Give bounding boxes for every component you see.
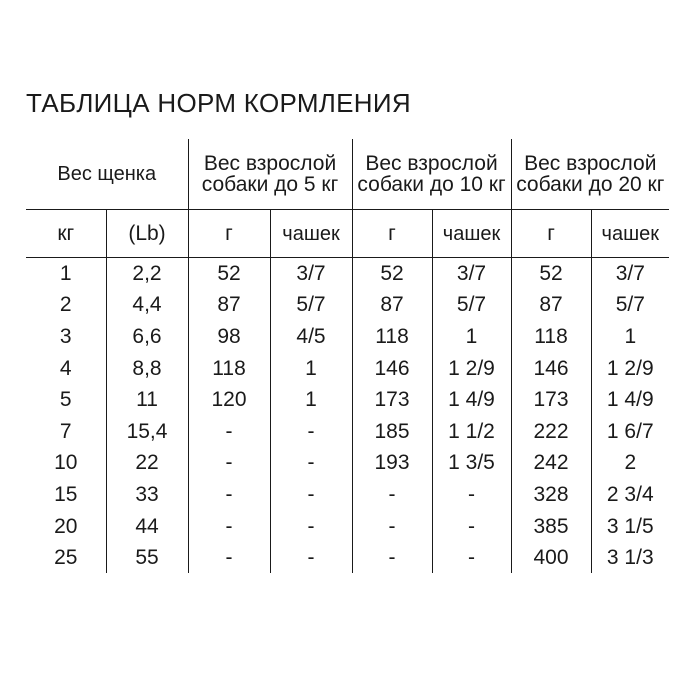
cell-grams-10kg: 173 (352, 384, 432, 416)
cell-grams-5kg: - (188, 479, 270, 511)
cell-grams-5kg: - (188, 542, 270, 574)
cell-puppy-lb: 44 (106, 510, 188, 542)
table-row (26, 510, 669, 542)
cell-grams-10kg: 193 (352, 447, 432, 479)
cell-cups-10kg: - (432, 479, 511, 511)
cell-grams-10kg: - (352, 542, 432, 574)
cell-puppy-kg: 2 (59, 293, 72, 317)
cell-grams-5kg: - (188, 415, 270, 447)
table-row (26, 542, 669, 574)
cell-cups-20kg: 5/7 (591, 289, 669, 321)
cell-puppy-lb: 22 (106, 447, 188, 479)
header-group-5kg (188, 139, 352, 210)
cell-cups-5kg: 1 (270, 352, 352, 384)
cell-cups-5kg: 4/5 (270, 321, 352, 353)
header-group-10kg (352, 139, 511, 210)
cell-grams-10kg: - (352, 479, 432, 511)
cell-cups-20kg: 1 4/9 (591, 384, 669, 416)
unit-kg: кг (26, 210, 106, 258)
feeding-table (26, 139, 669, 573)
cell-cups-20kg: 1 6/7 (591, 415, 669, 447)
cell-grams-5kg: 98 (188, 321, 270, 353)
cell-puppy-lb: 4,4 (106, 289, 188, 321)
cell-cups-10kg: 1 3/5 (432, 447, 511, 479)
table-row (26, 352, 669, 384)
cell-puppy-lb: 33 (106, 479, 188, 511)
cell-cups-5kg: - (270, 447, 352, 479)
cell-cups-10kg: 1 4/9 (432, 384, 511, 416)
cell-grams-10kg: 118 (352, 321, 432, 353)
table-row (26, 479, 669, 511)
cell-grams-5kg: 120 (188, 384, 270, 416)
cell-puppy-lb: 2,2 (106, 258, 188, 290)
table-row (26, 289, 669, 321)
cell-puppy-lb: 6,6 (106, 321, 188, 353)
cell-grams-10kg: 87 (352, 289, 432, 321)
cell-grams-20kg: 328 (511, 479, 591, 511)
cell-puppy-kg: 7 (59, 419, 72, 443)
cell-puppy-kg: 1 (59, 262, 72, 286)
unit-cups-10kg: чашек (432, 210, 511, 258)
cell-cups-10kg: 5/7 (432, 289, 511, 321)
cell-grams-10kg: 146 (352, 352, 432, 384)
cell-cups-5kg: 5/7 (270, 289, 352, 321)
cell-grams-20kg: 400 (511, 542, 591, 574)
header-group-10kg-line2: собаки до 10 кг (357, 173, 506, 196)
cell-grams-5kg: 52 (188, 258, 270, 290)
cell-cups-5kg: - (270, 479, 352, 511)
cell-grams-5kg: - (188, 510, 270, 542)
cell-grams-20kg: 173 (511, 384, 591, 416)
unit-cups-5kg: чашек (270, 210, 352, 258)
cell-cups-10kg: 1 2/9 (432, 352, 511, 384)
cell-grams-20kg: 222 (511, 415, 591, 447)
header-group-5kg-line1: Вес взрослой (203, 152, 337, 175)
cell-cups-5kg: 1 (270, 384, 352, 416)
header-group-20kg-line1: Вес взрослой (524, 152, 657, 175)
cell-grams-5kg: - (188, 447, 270, 479)
cell-cups-20kg: 1 2/9 (591, 352, 669, 384)
cell-grams-20kg: 87 (511, 289, 591, 321)
cell-cups-20kg: 1 (591, 321, 669, 353)
cell-puppy-kg: 10 (54, 451, 78, 475)
cell-puppy-kg: 4 (59, 356, 72, 380)
cell-grams-10kg: - (352, 510, 432, 542)
unit-grams-5kg: г (188, 210, 270, 258)
cell-cups-10kg: 1 (432, 321, 511, 353)
cell-puppy-kg: 15 (54, 482, 78, 506)
cell-cups-20kg: 2 3/4 (591, 479, 669, 511)
cell-puppy-kg: 5 (59, 388, 72, 412)
unit-cups-20kg: чашек (591, 210, 669, 258)
cell-cups-5kg: 3/7 (270, 258, 352, 290)
header-group-20kg (511, 139, 669, 210)
cell-puppy-kg: 3 (59, 324, 72, 348)
header-group-20kg-line2: собаки до 20 кг (516, 173, 665, 196)
cell-puppy-lb: 55 (106, 542, 188, 574)
unit-lb: (Lb) (106, 210, 188, 258)
cell-cups-10kg: - (432, 542, 511, 574)
cell-grams-10kg: 52 (352, 258, 432, 290)
table-row (26, 415, 669, 447)
header-row-units (26, 210, 669, 258)
cell-cups-20kg: 3/7 (591, 258, 669, 290)
cell-grams-20kg: 118 (511, 321, 591, 353)
table-row (26, 447, 669, 479)
table-row (26, 321, 669, 353)
cell-puppy-lb: 11 (106, 384, 188, 416)
page-title: ТАБЛИЦА НОРМ КОРМЛЕНИЯ (26, 88, 411, 118)
cell-grams-20kg: 146 (511, 352, 591, 384)
header-puppy-weight: Вес щенка (26, 139, 188, 210)
cell-cups-5kg: - (270, 542, 352, 574)
unit-grams-20kg: г (511, 210, 591, 258)
cell-cups-20kg: 2 (591, 447, 669, 479)
cell-grams-10kg: 185 (352, 415, 432, 447)
header-group-5kg-line2: собаки до 5 кг (201, 173, 339, 196)
table-row (26, 258, 669, 290)
cell-puppy-lb: 15,4 (106, 415, 188, 447)
table-row (26, 384, 669, 416)
cell-cups-20kg: 3 1/3 (591, 542, 669, 574)
header-group-10kg-line1: Вес взрослой (365, 152, 498, 175)
cell-cups-5kg: - (270, 415, 352, 447)
cell-grams-20kg: 52 (511, 258, 591, 290)
cell-grams-5kg: 118 (188, 352, 270, 384)
cell-cups-10kg: - (432, 510, 511, 542)
cell-puppy-kg: 20 (54, 514, 78, 538)
cell-grams-20kg: 242 (511, 447, 591, 479)
cell-cups-10kg: 1 1/2 (432, 415, 511, 447)
cell-puppy-kg: 25 (54, 546, 78, 570)
unit-grams-10kg: г (352, 210, 432, 258)
cell-cups-10kg: 3/7 (432, 258, 511, 290)
cell-grams-5kg: 87 (188, 289, 270, 321)
cell-cups-5kg: - (270, 510, 352, 542)
header-row-groups (26, 139, 669, 210)
cell-grams-20kg: 385 (511, 510, 591, 542)
cell-puppy-lb: 8,8 (106, 352, 188, 384)
cell-cups-20kg: 3 1/5 (591, 510, 669, 542)
